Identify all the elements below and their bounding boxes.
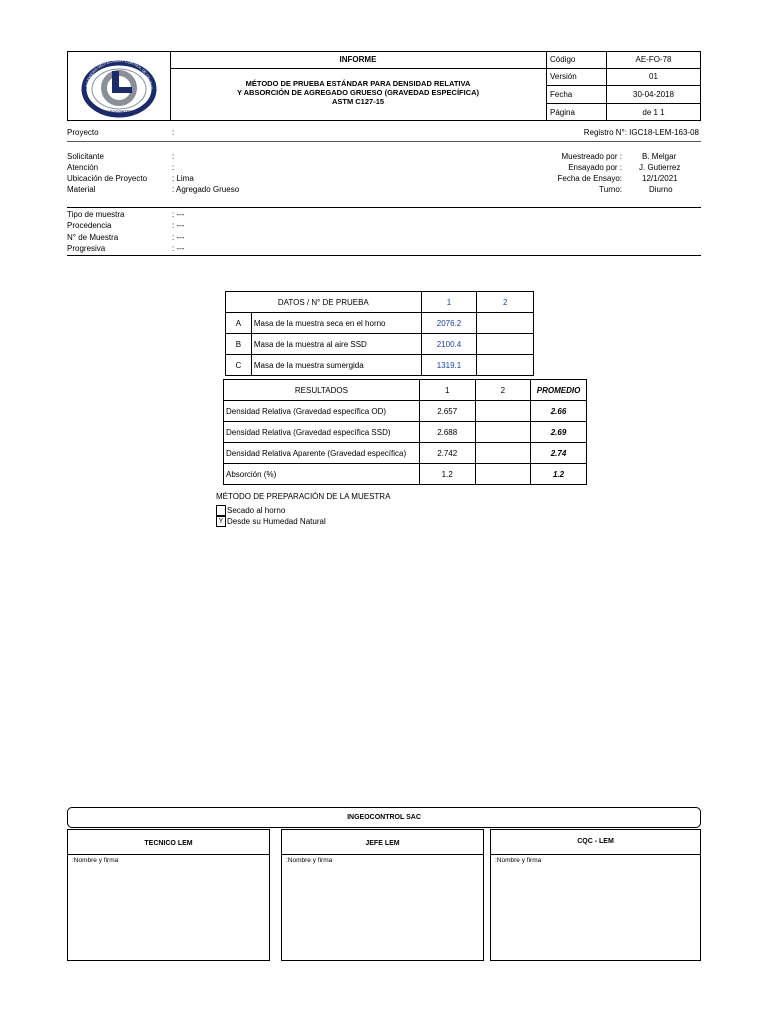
signature-title: JEFE LEM bbox=[365, 840, 400, 847]
preparation-title: MÉTODO DE PREPARACIÓN DE LA MUESTRA bbox=[216, 492, 391, 501]
label-numero-muestra: N° de Muestra bbox=[67, 233, 119, 242]
signature-field: :Nombre y firma bbox=[286, 857, 333, 864]
label-tipo-muestra: Tipo de muestra bbox=[67, 210, 125, 219]
value-tipo-muestra: : --- bbox=[172, 210, 185, 219]
label-procedencia: Procedencia bbox=[67, 221, 112, 230]
signature-box-jefe bbox=[281, 829, 484, 961]
results-row-value-2 bbox=[475, 443, 531, 464]
results-header-test-2: 2 bbox=[475, 380, 531, 401]
sample-bottom-divider bbox=[67, 255, 701, 256]
datos-header-test-2: 2 bbox=[477, 292, 534, 313]
meta-value-fecha: 30-04-2018 bbox=[633, 89, 674, 99]
table-row bbox=[226, 313, 534, 334]
signature-title: TECNICO LEM bbox=[144, 840, 193, 847]
meta-value-codigo: AE-FO-78 bbox=[635, 55, 672, 64]
method-line-2: Y ABSORCIÓN DE AGREGADO GRUESO (GRAVEDAD ESPECÍFICA) bbox=[236, 88, 480, 97]
signature-field: :Nombre y firma bbox=[495, 857, 542, 864]
meta-label-version: Versión bbox=[550, 72, 577, 81]
results-row-average: 2.66 bbox=[531, 401, 587, 422]
method-standard: ASTM C127-15 bbox=[331, 97, 385, 106]
signature-field: :Nombre y firma bbox=[72, 857, 119, 864]
label-ensayado: Ensayado por : bbox=[568, 163, 622, 172]
value-solicitante: : bbox=[172, 152, 175, 161]
project-divider bbox=[67, 141, 701, 142]
results-header-average: PROMEDIO bbox=[531, 380, 587, 401]
value-atencion: : bbox=[172, 163, 175, 172]
table-row bbox=[226, 355, 534, 376]
datos-header-label: DATOS / N° DE PRUEBA bbox=[226, 292, 422, 313]
datos-row-value-1: 2100.4 bbox=[421, 334, 477, 355]
logo-ring-text: INGENIERÍA GEOTÉCNICA Y CONTROL DE CALIDAD bbox=[85, 58, 154, 90]
datos-row-value-1: 1319.1 bbox=[421, 355, 477, 376]
results-row-label: Densidad Relativa (Gravedad específica SSD) bbox=[224, 422, 420, 443]
label-progresiva: Progresiva bbox=[67, 244, 106, 253]
datos-header-test-1: 1 bbox=[421, 292, 477, 313]
header-divider-meta bbox=[546, 51, 547, 121]
meta-label-fecha: Fecha bbox=[550, 89, 573, 99]
value-procedencia: : --- bbox=[172, 221, 185, 230]
results-row-value-2 bbox=[475, 464, 531, 485]
datos-row-label: Masa de la muestra al aire SSD bbox=[251, 334, 421, 355]
results-header-row bbox=[224, 380, 587, 401]
report-title: INFORME bbox=[339, 55, 377, 64]
meta-label-codigo: Código bbox=[550, 55, 576, 64]
table-row bbox=[226, 334, 534, 355]
results-row-value-1: 2.742 bbox=[419, 443, 475, 464]
value-numero-muestra: : --- bbox=[172, 233, 185, 242]
label-proyecto: Proyecto bbox=[67, 128, 99, 137]
value-turno: Diurno bbox=[649, 185, 673, 194]
registro-number: Registro N°: IGC18-LEM-163-08 bbox=[583, 128, 699, 137]
value-ubicacion: : Lima bbox=[172, 174, 194, 183]
logo-bottom-text: INGEOCONTROL bbox=[102, 109, 136, 114]
preparation-option-natural[interactable] bbox=[216, 516, 326, 526]
results-row-value-2 bbox=[475, 422, 531, 443]
value-muestreado: B. Melgar bbox=[642, 152, 677, 161]
label-fecha-ensayo: Fecha de Ensayo: bbox=[557, 174, 622, 183]
datos-row-value-2 bbox=[477, 334, 534, 355]
checkbox-oven[interactable] bbox=[216, 505, 226, 516]
header-title-underline bbox=[170, 68, 546, 69]
signature-box-tecnico bbox=[67, 829, 270, 961]
label-turno: Turno: bbox=[599, 185, 622, 194]
datos-row-value-2 bbox=[477, 355, 534, 376]
label-solicitante: Solicitante bbox=[67, 152, 104, 161]
signature-divider bbox=[282, 854, 483, 855]
table-row bbox=[224, 422, 587, 443]
datos-row-label: Masa de la muestra sumergida bbox=[251, 355, 421, 376]
results-row-value-1: 2.657 bbox=[419, 401, 475, 422]
checkbox-natural[interactable]: Y bbox=[216, 516, 226, 527]
label-muestreado: Muestreado por : bbox=[561, 152, 622, 161]
value-progresiva: : --- bbox=[172, 244, 185, 253]
option-label-natural: Desde su Humedad Natural bbox=[227, 516, 326, 526]
datos-row-value-1: 2076.2 bbox=[421, 313, 477, 334]
project-bottom-divider bbox=[67, 207, 701, 208]
results-header-label: RESULTADOS bbox=[224, 380, 420, 401]
signature-divider bbox=[68, 854, 269, 855]
table-row bbox=[224, 443, 587, 464]
datos-row-key: C bbox=[226, 355, 252, 376]
meta-value-pagina: de 1 1 bbox=[642, 107, 665, 117]
datos-row-label: Masa de la muestra seca en el horno bbox=[251, 313, 421, 334]
value-fecha-ensayo: 12/1/2021 bbox=[642, 174, 678, 183]
results-row-label: Densidad Relativa Aparente (Gravedad específica) bbox=[224, 443, 420, 464]
datos-row-key: A bbox=[226, 313, 252, 334]
results-row-value-1: 2.688 bbox=[419, 422, 475, 443]
company-name: INGEOCONTROL SAC bbox=[347, 814, 421, 821]
datos-row-value-2 bbox=[477, 313, 534, 334]
results-row-value-1: 1.2 bbox=[419, 464, 475, 485]
results-row-average: 1.2 bbox=[531, 464, 587, 485]
value-material: : Agregado Grueso bbox=[172, 185, 240, 194]
signature-divider bbox=[491, 854, 700, 855]
datos-header-row bbox=[226, 292, 534, 313]
datos-row-key: B bbox=[226, 334, 252, 355]
signature-box-cqc bbox=[490, 829, 701, 961]
table-row bbox=[224, 464, 587, 485]
label-material: Material bbox=[67, 185, 96, 194]
results-row-average: 2.69 bbox=[531, 422, 587, 443]
value-ensayado: J. Gutierrez bbox=[639, 163, 681, 172]
preparation-option-oven[interactable] bbox=[216, 505, 285, 515]
label-atencion: Atención bbox=[67, 163, 99, 172]
option-label-oven: Secado al horno bbox=[227, 505, 286, 515]
method-title bbox=[170, 79, 546, 106]
meta-label-pagina: Página bbox=[550, 107, 575, 117]
results-row-label: Absorción (%) bbox=[224, 464, 420, 485]
company-logo bbox=[74, 53, 164, 119]
label-ubicacion: Ubicación de Proyecto bbox=[67, 174, 148, 183]
datos-table bbox=[225, 291, 534, 376]
table-row bbox=[224, 401, 587, 422]
results-table bbox=[223, 379, 587, 485]
results-row-value-2 bbox=[475, 401, 531, 422]
method-line-1: MÉTODO DE PRUEBA ESTÁNDAR PARA DENSIDAD RELATIVA bbox=[245, 79, 471, 88]
value-proyecto: : bbox=[172, 128, 175, 137]
results-header-test-1: 1 bbox=[419, 380, 475, 401]
signature-title: CQC - LEM bbox=[577, 838, 614, 845]
results-row-average: 2.74 bbox=[531, 443, 587, 464]
meta-value-version: 01 bbox=[649, 72, 658, 81]
results-row-label: Densidad Relativa (Gravedad específica OD) bbox=[224, 401, 420, 422]
